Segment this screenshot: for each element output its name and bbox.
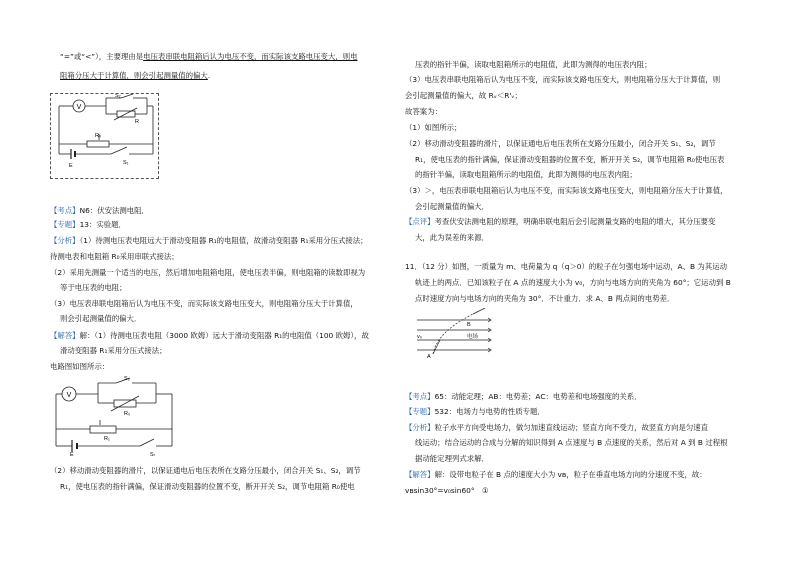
fenxi-line: 【分析】（1）待测电压表电阻远大于滑动变阻器 R₁的电阻值，故滑动变阻器 R₁采用分压式接法； — [50, 236, 368, 245]
text-line: 压表的指针半偏，读取电阻箱所示的电阻值，此即为测得的电压表内阻； — [415, 60, 652, 69]
text-line: 据动能定理列式求解． — [415, 454, 489, 463]
right-column — [405, 0, 750, 565]
equation-line: vʙsin30°=v₀sin60° ① — [405, 486, 489, 495]
question-line: 11．（12 分）如图，一质量为 m、电荷量为 q（q＞0）的粒子在匀强电场中运动，A、B 为其运动 — [405, 262, 727, 271]
question-line: 点时速度方向与电场方向的夹角为 30°．不计重力．求 A、B 两点间的电势差． — [415, 294, 675, 303]
text-line: R₁，使电压表的指针满偏，保证滑动变阻器的位置不变，断开开关 S₂，调节电阻箱 R₀使电 — [60, 482, 355, 491]
text-line: “=”或“<”），主要理由是电压表串联电阻箱后认为电压不变，而实际该支路电压变大，则电 — [60, 52, 358, 61]
label-e: E — [70, 452, 74, 456]
label-r: R — [135, 119, 139, 125]
text-line: （3）电压表串联电阻箱后认为电压不变，而实际该支路电压变大，则电阻箱分压大于计算值， — [50, 299, 358, 308]
kaodian-line: 【考点】N6：伏安法测电阻． — [50, 206, 149, 215]
text-line: （1）如图所示； — [405, 123, 462, 132]
text-line: （2）移动滑动变阻器的滑片，以保证通电后电压表所在支路分压最小，闭合开关 S₁、S₂，调节 — [405, 139, 716, 148]
text-line: 滑动变阻器 R₁采用分压式接法； — [60, 346, 167, 355]
text-line: 大，此为误差的来源． — [415, 233, 489, 242]
zhuanti-line: 【专题】13：实验题． — [50, 220, 126, 229]
text-line: 待测电表和电阻箱 R₀采用串联式接法； — [50, 252, 179, 261]
label-s1: S₁ — [150, 452, 156, 456]
question-line: 轨迹上的两点．已知该粒子在 A 点的速度大小为 v₀，方向与电场方向的夹角为 60°；它运动到 B — [415, 278, 731, 287]
text-line: 电路图如图所示： — [50, 362, 110, 371]
label-v: V — [66, 392, 72, 399]
label-field: 电场 — [467, 334, 479, 340]
label-s2: S₂ — [124, 376, 130, 382]
left-column — [50, 0, 395, 565]
text-line: 会引起测量值的偏大． — [415, 202, 489, 211]
rheostat-r1 — [90, 426, 116, 433]
rheostat-r — [87, 141, 109, 147]
label-v0: v₀ — [417, 334, 423, 340]
text-line: （2）采用先测量一个适当的电压，然后增加电阻箱电阻，使电压表半偏，则电阻箱的读数即视为 — [50, 268, 366, 277]
label-a: A — [427, 354, 431, 360]
text-line: 等于电压表的电阻； — [60, 283, 127, 292]
text-line: 故答案为： — [405, 107, 442, 116]
label-e: E — [69, 163, 73, 169]
label-b: B — [467, 322, 471, 328]
circuit-diagram-1 — [50, 93, 159, 179]
label-s2: S₂ — [115, 94, 121, 99]
text-line: 会引起测量值的偏大，故 Rᵥ＜R'ᵥ； — [405, 91, 522, 100]
field-diagram — [415, 308, 495, 360]
text-line: 阻箱分压大于计算值，则会引起测量值的偏大. — [60, 71, 211, 80]
dianping-line: 【点评】考查伏安法测电阻的原理，明确串联电阻后会引起测量支路的电阻的增大，其分压要变 — [405, 217, 716, 226]
label-r0: R₀ — [124, 411, 131, 417]
text-line: （3）＞，电压表串联电阻箱后认为电压不变，而实际该支路电压变大，则电阻箱分压大于计算值， — [405, 186, 728, 195]
text-line: 线运动；结合运动的合成与分解的知识得到 A 点速度与 B 点速度的关系，然后对 A 到 B 过程根 — [415, 438, 728, 447]
kaodian-line: 【考点】65：动能定理；AB：电势差；AC：电势差和电场强度的关系． — [405, 392, 642, 401]
fenxi-line: 【分析】粒子水平方向受电场力，做匀加速直线运动；竖直方向不受力，故竖直方向是匀速直 — [405, 423, 709, 432]
circuit-diagram-2 — [50, 374, 180, 456]
text-line: （2）移动滑动变阻器的滑片，以保证通电后电压表所在支路分压最小，闭合开关 S₁、S₂，调节 — [50, 466, 361, 475]
jieda-line: 【解答】解：设带电粒子在 B 点的速度大小为 vʙ，粒子在垂直电场方向的分速度不变，故： — [405, 470, 707, 479]
zhuanti-line: 【专题】532：电场力与电势的性质专题． — [405, 407, 545, 416]
circuit-1-svg — [51, 94, 158, 178]
text-line: R₁，使电压表的指针满偏，保证滑动变阻器的位置不变，断开开关 S₂，调节电阻箱 R₀使电压表 — [415, 155, 725, 164]
label-v: V — [76, 104, 82, 111]
label-r0: R₀ — [95, 133, 102, 139]
label-r1: R₁ — [104, 436, 110, 442]
text-line: 的指针半偏，读取电阻箱所示的电阻值，此即为测得的电压表内阻； — [415, 170, 637, 179]
label-s1: S₁ — [123, 160, 129, 166]
text-line: （3）电压表串联电阻箱后认为电压不变，而实际该支路电压变大，则电阻箱分压大于计算值，则 — [405, 75, 721, 84]
jieda-line: 【解答】解：（1）待测电压表电阻（3000 欧姆）远大于滑动变阻器 R₁的电阻值（100 欧姆），故 — [50, 331, 369, 340]
text-line: 则会引起测量值的偏大． — [60, 314, 142, 323]
